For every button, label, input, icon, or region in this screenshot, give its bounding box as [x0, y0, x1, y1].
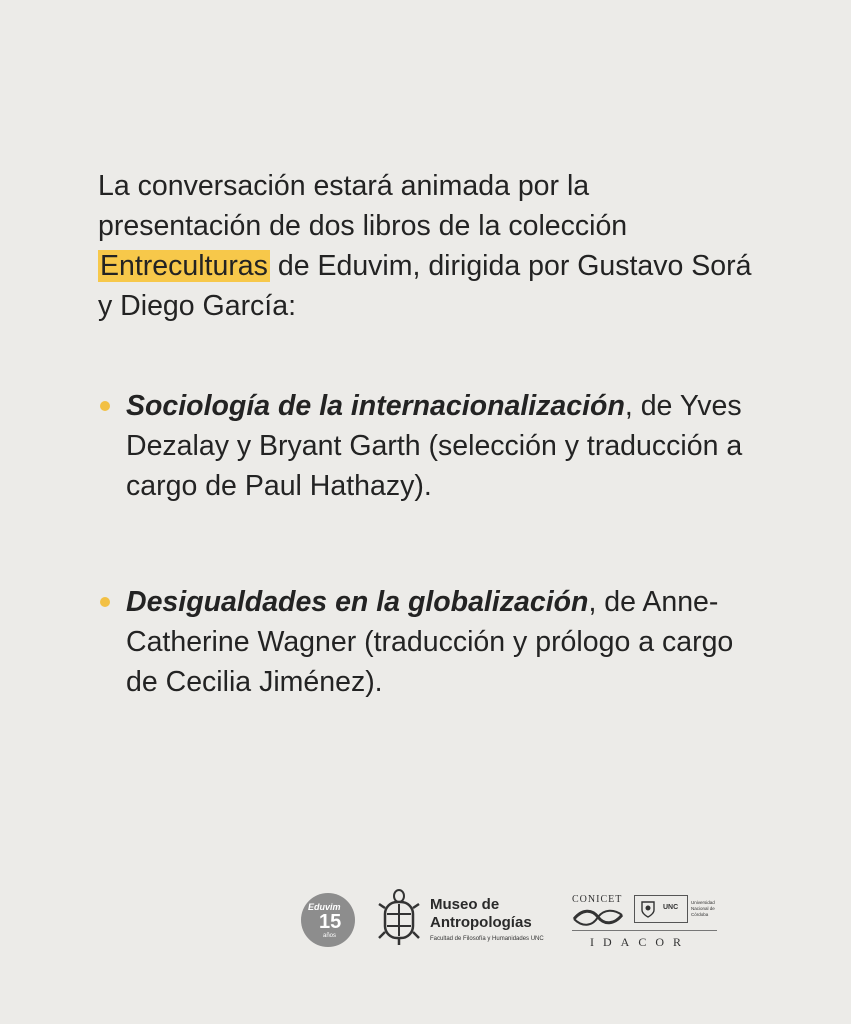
- bullet-dot-icon: [100, 597, 110, 607]
- eduvim-years-label: años: [323, 933, 337, 939]
- unc-abbreviation: UNC: [663, 904, 679, 911]
- eduvim-logo: [301, 893, 355, 947]
- intro-text-after: de Eduvim, dirigida por Gustavo Sorá y Diego García:: [98, 250, 752, 322]
- book-details: , de Yves Dezalay y Bryant Garth (selección y traducción a cargo de Paul Hathazy).: [126, 390, 743, 502]
- museo-title-line2: Antropologías: [430, 914, 532, 931]
- book-title: Sociología de la internacionalización: [126, 390, 625, 422]
- museo-title-line1: Museo de: [430, 896, 500, 913]
- footer-logos: [0, 880, 851, 960]
- book-item-2: [126, 582, 766, 702]
- intro-text-before: La conversación estará animada por la presentación de dos libros de la colección: [98, 170, 628, 242]
- eduvim-years: 15: [319, 911, 342, 933]
- bullet-dot-icon: [100, 401, 110, 411]
- logo-separator-line: [572, 930, 717, 931]
- unc-full-name: Universidad Nacional de Córdoba: [691, 900, 715, 917]
- eduvim-name: Eduvim: [308, 902, 341, 912]
- conicet-mark-icon: [572, 907, 624, 927]
- conicet-label: CONICET: [572, 894, 623, 905]
- book-details: , de Anne-Catherine Wagner (traducción y prólogo a cargo de Cecilia Jiménez).: [126, 586, 734, 698]
- highlighted-collection-name: Entreculturas: [100, 250, 268, 282]
- museo-subtitle: Facultad de Filosofía y Humanidades UNC: [430, 936, 544, 942]
- book-title: Desigualdades en la globalización: [126, 586, 589, 618]
- unc-logo: [634, 895, 688, 923]
- idacor-label: IDACOR: [590, 935, 691, 949]
- museo-tortoise-icon: [377, 888, 421, 948]
- intro-paragraph: [98, 166, 758, 326]
- book-item-1: [126, 386, 766, 506]
- unc-crest-icon: [639, 900, 657, 918]
